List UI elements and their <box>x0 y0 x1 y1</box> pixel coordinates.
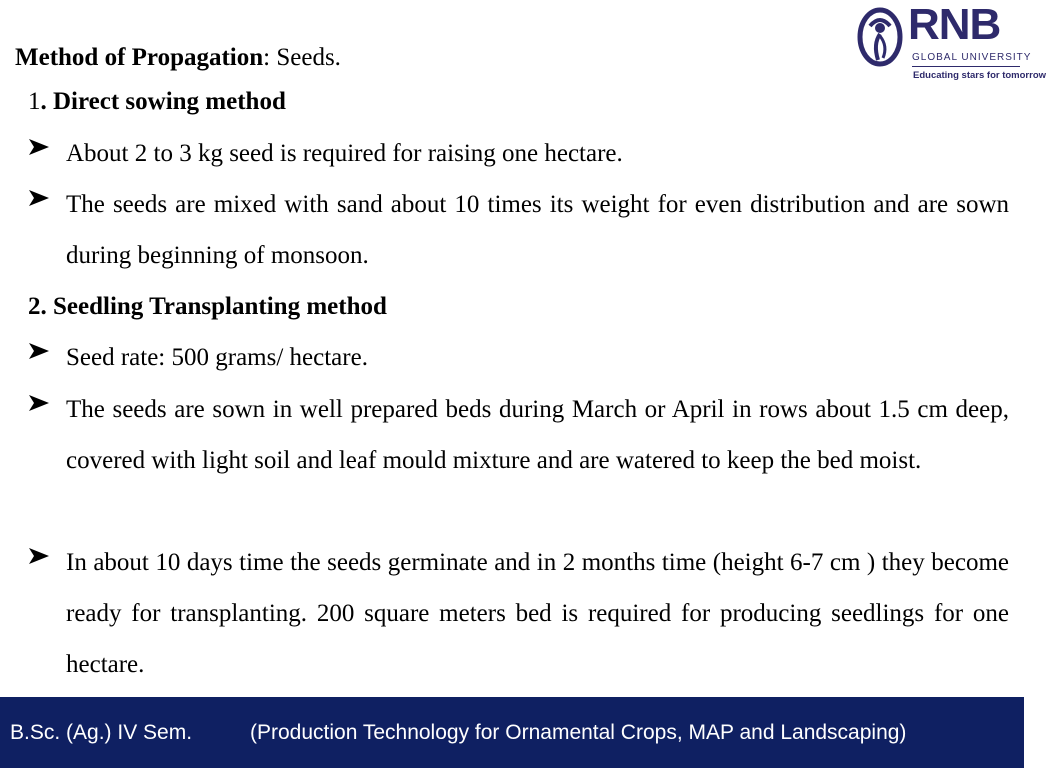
footer-course: B.Sc. (Ag.) IV Sem. <box>10 721 193 744</box>
bullet-item <box>28 128 1009 179</box>
slide-title-rest: : Seeds. <box>263 44 341 71</box>
arrow-bullet-icon <box>28 189 50 207</box>
bullet-item <box>28 179 1009 281</box>
footer-bar <box>0 697 1024 768</box>
bullet-item <box>28 332 1009 383</box>
bullet-text: Seed rate: 500 grams/ hectare. <box>66 344 368 371</box>
section-1-number: 1 <box>28 88 41 115</box>
footer-subject: (Production Technology for Ornamental Crops, MAP and Landscaping) <box>250 721 907 744</box>
bullet-text: The seeds are mixed with sand about 10 times its weight for even distribution and are sown during beginning of monsoon. <box>66 191 1009 269</box>
bullet-text: About 2 to 3 kg seed is required for raising one hectare. <box>66 140 623 167</box>
logo-emblem-icon <box>856 6 904 68</box>
section-1-title: . Direct sowing method <box>40 88 286 115</box>
arrow-bullet-icon <box>28 394 50 412</box>
logo-divider <box>912 66 1020 67</box>
bullet-text: The seeds are sown in well prepared beds during March or April in rows about 1.5 cm deep, covered with light soil and leaf mould mixture and are watered to keep the bed moist. <box>66 396 1009 474</box>
arrow-bullet-icon <box>28 138 50 156</box>
arrow-bullet-icon <box>28 342 50 360</box>
section-1-heading <box>28 86 286 118</box>
bullet-text: In about 10 days time the seeds germinate and in 2 months time (height 6-7 cm ) they become ready for transplanting. 200 square meters bed is required for producing seedlings for one hectare. <box>66 549 1009 678</box>
arrow-bullet-icon <box>28 547 50 565</box>
logo-name: RNB <box>908 0 1001 49</box>
slide-title-label: Method of Propagation <box>15 44 264 71</box>
university-logo <box>856 0 1046 88</box>
bullet-item <box>28 384 1009 486</box>
bullet-item <box>28 537 1009 690</box>
slide-title <box>15 42 341 74</box>
section-2-heading: 2. Seedling Transplanting method <box>28 293 387 320</box>
logo-tagline: Educating stars for tomorrow <box>913 70 1046 81</box>
logo-subtitle: GLOBAL UNIVERSITY <box>912 52 1032 63</box>
